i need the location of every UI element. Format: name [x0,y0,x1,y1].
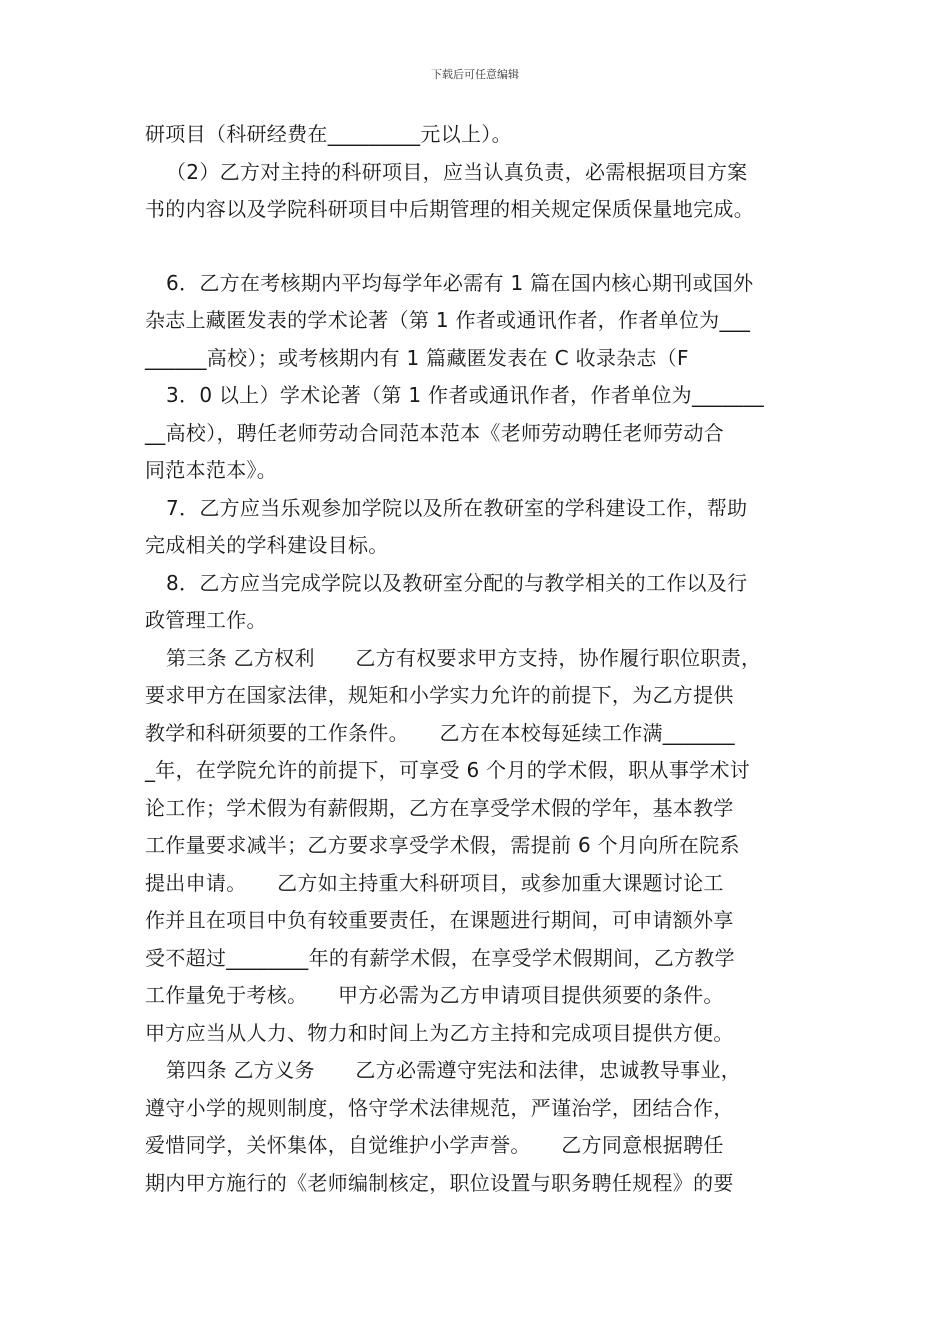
text-line: 3．0 以上）学术论著（第 1 作者或通讯作者，作者单位为_______ [166,383,765,407]
text-line: 工作量免于考核。 甲方必需为乙方申请项目提供须要的条件。 [145,983,724,1007]
document-body [145,116,825,1202]
text-line: 8．乙方应当完成学院以及教研室分配的与教学相关的工作以及行 [166,570,748,595]
text-line: （2）乙方对主持的科研项目，应当认真负责，必需根据项目方案 [166,159,748,184]
text-line: 作并且在项目中负有较重要责任，在课题进行期间，可申请额外享 [145,908,734,932]
text-line: 工作量要求减半；乙方要求享受学术假，需提前 6 个月向所在院系 [145,833,740,857]
text-line: 6．乙方在考核期内平均每学年必需有 1 篇在国内核心期刊或国外 [166,270,754,295]
text-line: 提出申请。 乙方如主持重大科研项目，或参加重大课题讨论工 [145,870,724,895]
text-line: 完成相关的学科建设目标。 [145,533,389,557]
text-line: 政管理工作。 [145,608,267,632]
text-line: 要求甲方在国家法律，规矩和小学实力允许的前提下，为乙方提供 [145,683,734,707]
text-line: __高校），聘任老师劳动合同范本范本《老师劳动聘任老师劳动合 [145,420,724,445]
text-line: 第四条 乙方义务 乙方必需遵守宪法和法律，忠诚教导事业， [166,1058,742,1082]
text-line: 杂志上藏匿发表的学术论著（第 1 作者或通讯作者，作者单位为___ [145,308,751,332]
text-line: 第三条 乙方权利 乙方有权要求甲方支持，协作履行职位职责， [166,645,762,670]
paragraph-gap [145,229,825,265]
page-header: 下载后可任意编辑 [431,68,519,81]
text-line: _年，在学院允许的前提下，可享受 6 个月的学术假，职从事学术讨 [145,758,751,782]
text-line: 研项目（科研经费在_________元以上）。 [145,122,512,146]
text-line: 7．乙方应当乐观参加学院以及所在教研室的学科建设工作，帮助 [166,495,748,520]
text-line: 甲方应当从人力、物力和时间上为乙方主持和完成项目提供方便。 [145,1020,734,1045]
text-line: 期内甲方施行的《老师编制核定，职位设置与职务聘任规程》的要 [145,1170,734,1195]
text-line: ______高校）；或考核期内有 1 篇藏匿发表在 C 收录杂志（F [145,345,689,370]
text-line: 受不超过________年的有薪学术假，在享受学术假期间，乙方教学 [145,945,735,970]
text-line: 遵守小学的规则制度，恪守学术法律规范，严谨治学，团结合作， [145,1095,734,1120]
text-line: 同范本范本》。 [145,458,278,482]
text-line: 论工作；学术假为有薪假期，乙方在享受学术假的学年，基本教学 [145,795,734,820]
text-line: 爱惜同学，关怀集体，自觉维护小学声誉。 乙方同意根据聘任 [145,1133,724,1157]
text-line: 书的内容以及学院科研项目中后期管理的相关规定保质保量地完成。 [145,197,754,221]
text-line: 教学和科研须要的工作条件。 乙方在本校每延续工作满_______ [145,720,735,745]
